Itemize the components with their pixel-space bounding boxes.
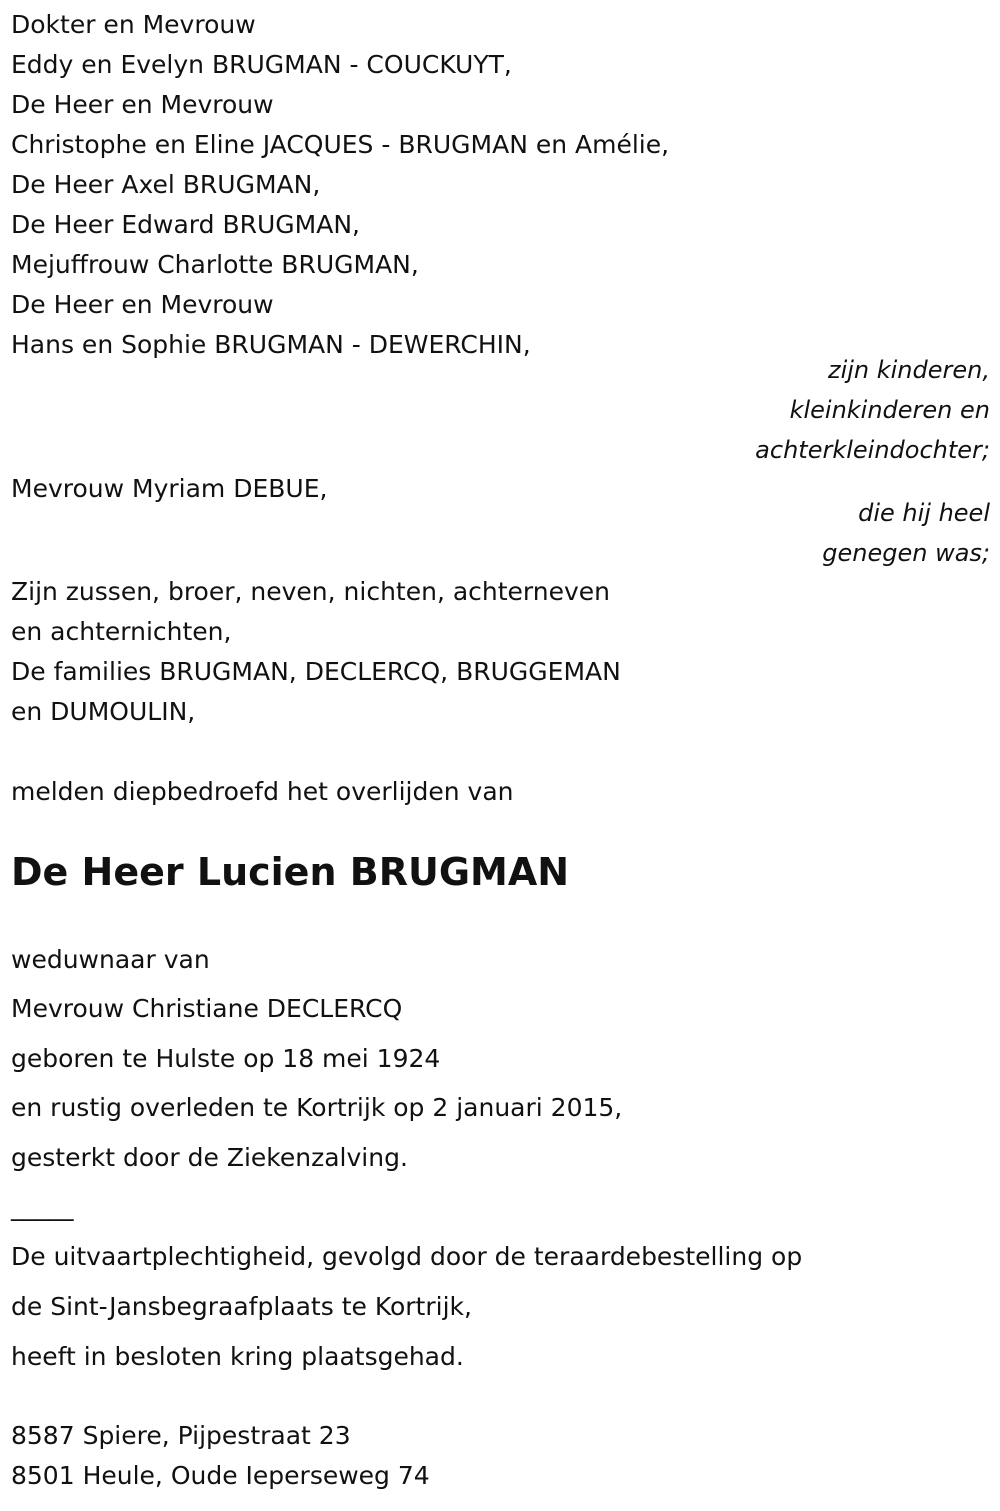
funeral-line: heeft in besloten kring plaatsgehad.: [11, 1342, 464, 1371]
family-line: Eddy en Evelyn BRUGMAN - COUCKUYT,: [11, 50, 512, 79]
announcement: melden diepbedroefd het overlijden van: [11, 777, 514, 806]
companion-name: Mevrouw Myriam DEBUE,: [11, 474, 328, 503]
family-relation: zijn kinderen,: [827, 356, 990, 384]
family-relation: achterkleindochter;: [755, 436, 990, 464]
relatives-line: Zijn zussen, broer, neven, nichten, achterneven: [11, 577, 611, 606]
family-line: De Heer Edward BRUGMAN,: [11, 210, 360, 239]
address-line: 8587 Spiere, Pijpestraat 23: [11, 1421, 351, 1450]
family-line: Hans en Sophie BRUGMAN - DEWERCHIN,: [11, 330, 531, 359]
funeral-line: de Sint-Jansbegraafplaats te Kortrijk,: [11, 1292, 472, 1321]
companion-relation: die hij heel: [858, 499, 990, 527]
companion-relation: genegen was;: [822, 539, 990, 567]
funeral-line: De uitvaartplechtigheid, gevolgd door de teraardebestelling op: [11, 1242, 803, 1271]
family-line: De Heer en Mevrouw: [11, 290, 274, 319]
address-line: 8501 Heule, Oude Ieperseweg 74: [11, 1461, 430, 1490]
separator: _____: [11, 1192, 74, 1221]
deceased-detail: gesterkt door de Ziekenzalving.: [11, 1143, 408, 1172]
relatives-line: De families BRUGMAN, DECLERCQ, BRUGGEMAN: [11, 657, 621, 686]
deceased-detail: Mevrouw Christiane DECLERCQ: [11, 994, 403, 1023]
family-line: De Heer Axel BRUGMAN,: [11, 170, 321, 199]
deceased-detail: geboren te Hulste op 18 mei 1924: [11, 1044, 441, 1073]
relatives-line: en achternichten,: [11, 617, 232, 646]
relatives-line: en DUMOULIN,: [11, 697, 196, 726]
deceased-detail: weduwnaar van: [11, 945, 210, 974]
deceased-detail: en rustig overleden te Kortrijk op 2 januari 2015,: [11, 1093, 623, 1122]
deceased-name: De Heer Lucien BRUGMAN: [11, 850, 570, 894]
family-line: Dokter en Mevrouw: [11, 10, 256, 39]
family-line: Mejuffrouw Charlotte BRUGMAN,: [11, 250, 419, 279]
family-line: De Heer en Mevrouw: [11, 90, 274, 119]
family-relation: kleinkinderen en: [789, 396, 990, 424]
family-line: Christophe en Eline JACQUES - BRUGMAN en Amélie,: [11, 130, 670, 159]
